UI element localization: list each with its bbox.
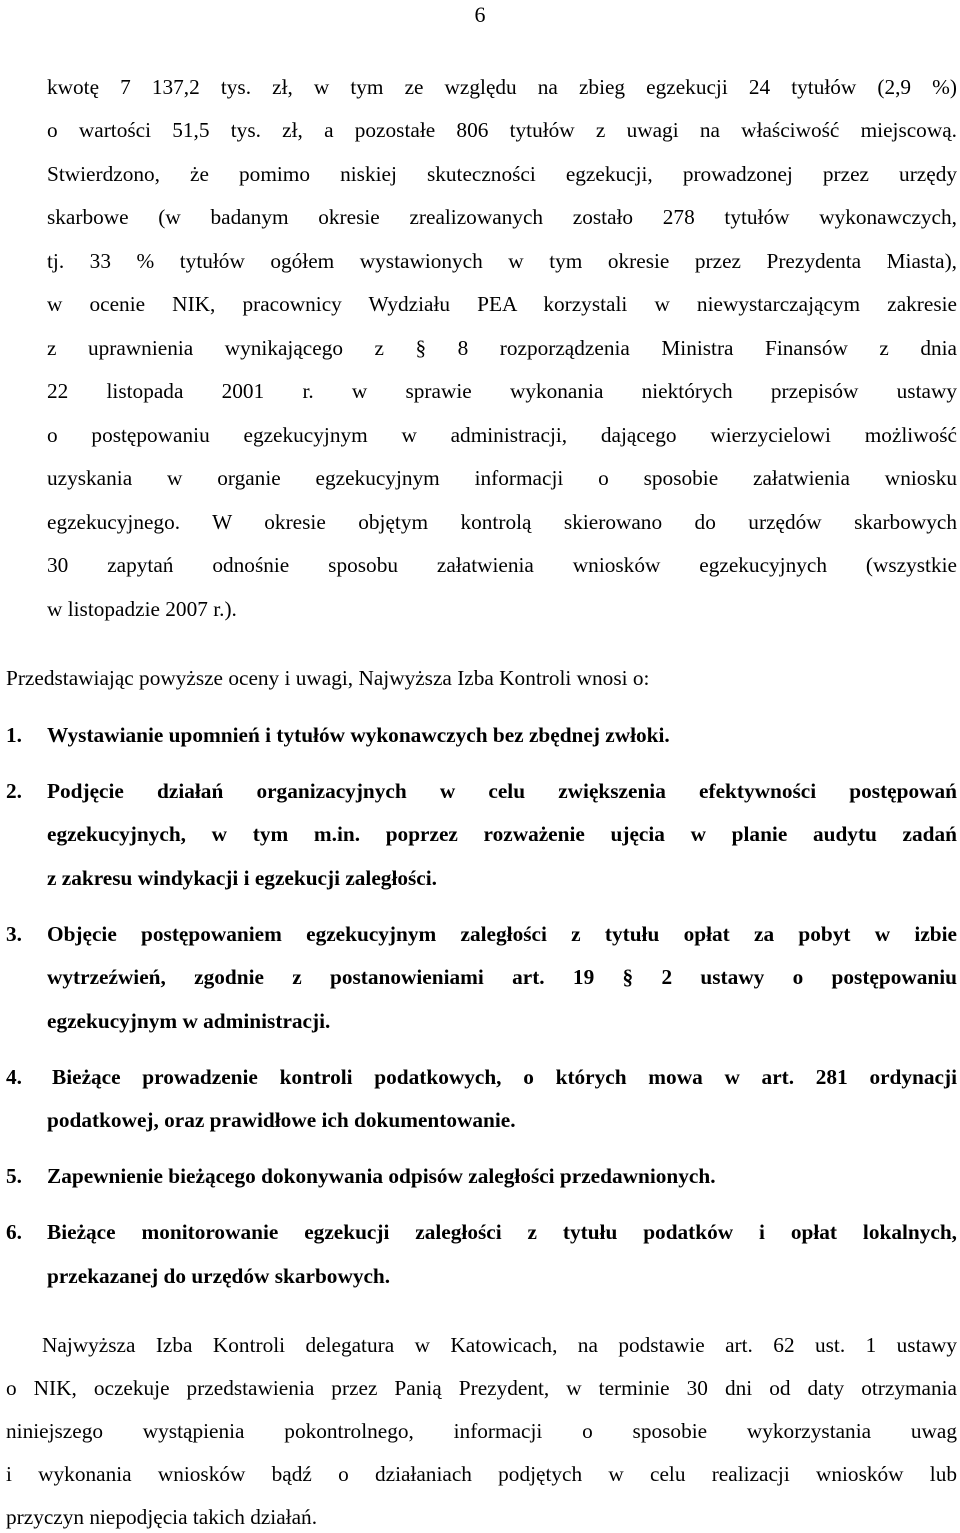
item-line: z zakresu windykacji i egzekucji zaległości. [47, 866, 437, 890]
page-number: 6 [474, 2, 486, 27]
item-number: 5. [6, 1164, 22, 1188]
item-line: egzekucyjnym w administracji. [47, 1009, 331, 1033]
item-line: Bieżące prowadzenie kontroli podatkowych, o których mowa w art. 281 ordynacji [52, 1065, 957, 1089]
item-line: Podjęcie działań organizacyjnych w celu zwiększenia efektywności postępowań [47, 779, 957, 803]
paragraph-line: uzyskania w organie egzekucyjnym informacji o sposobie załatwienia wniosku [47, 466, 957, 490]
paragraph-line: w listopadzie 2007 r.). [47, 597, 237, 621]
paragraph-line: tj. 33 % tytułów ogółem wystawionych w tym okresie przez Prezydenta Miasta), [47, 249, 957, 273]
item-number: 2. [6, 779, 22, 803]
item-line: Objęcie postępowaniem egzekucyjnym zaległości z tytułu opłat za pobyt w izbie [47, 922, 957, 946]
item-number: 3. [6, 922, 22, 946]
item-line: Wystawianie upomnień i tytułów wykonawczych bez zbędnej zwłoki. [47, 723, 670, 747]
recommendations-intro: Przedstawiając powyższe oceny i uwagi, Najwyższa Izba Kontroli wnosi o: [6, 666, 650, 690]
item-number: 4. [6, 1065, 22, 1089]
paragraph-line: kwotę 7 137,2 tys. zł, w tym ze względu na zbieg egzekucji 24 tytułów (2,9 %) [47, 75, 957, 99]
paragraph-line: egzekucyjnego. W okresie objętym kontrolą skierowano do urzędów skarbowych [47, 510, 957, 534]
paragraph-line: w ocenie NIK, pracownicy Wydziału PEA korzystali w niewystarczającym zakresie [47, 292, 957, 316]
closing-line: Najwyższa Izba Kontroli delegatura w Katowicach, na podstawie art. 62 ust. 1 ustawy [42, 1333, 957, 1357]
item-line: podatkowej, oraz prawidłowe ich dokumentowanie. [47, 1108, 516, 1132]
item-number: 1. [6, 723, 22, 747]
closing-line: i wykonania wniosków bądź o działaniach podjętych w celu realizacji wniosków lub [6, 1462, 957, 1486]
item-line: przekazanej do urzędów skarbowych. [47, 1264, 391, 1288]
paragraph-line: o postępowaniu egzekucyjnym w administracji, dającego wierzycielowi możliwość [47, 423, 957, 447]
item-line: Zapewnienie bieżącego dokonywania odpisów zaległości przedawnionych. [47, 1164, 716, 1188]
paragraph-line: o wartości 51,5 tys. zł, a pozostałe 806 tytułów z uwagi na właściwość miejscową. [47, 118, 957, 142]
item-line: Bieżące monitorowanie egzekucji zaległości z tytułu podatków i opłat lokalnych, [47, 1220, 957, 1244]
item-line: wytrzeźwień, zgodnie z postanowieniami art. 19 § 2 ustawy o postępowaniu [47, 965, 957, 989]
paragraph-line: z uprawnienia wynikającego z § 8 rozporządzenia Ministra Finansów z dnia [47, 336, 957, 360]
closing-line: niniejszego wystąpienia pokontrolnego, informacji o sposobie wykorzystania uwag [6, 1419, 957, 1443]
paragraph-line: 22 listopada 2001 r. w sprawie wykonania niektórych przepisów ustawy [47, 379, 957, 403]
item-line: egzekucyjnych, w tym m.in. poprzez rozważenie ujęcia w planie audytu zadań [47, 822, 957, 846]
paragraph-line: 30 zapytań odnośnie sposobu załatwienia wniosków egzekucyjnych (wszystkie [47, 553, 957, 577]
paragraph-line: skarbowe (w badanym okresie zrealizowanych zostało 278 tytułów wykonawczych, [47, 205, 957, 229]
closing-line: o NIK, oczekuje przedstawienia przez Panią Prezydent, w terminie 30 dni od daty otrzymania [6, 1376, 957, 1400]
closing-line: przyczyn niepodjęcia takich działań. [6, 1505, 318, 1529]
item-number: 6. [6, 1220, 22, 1244]
paragraph-line: Stwierdzono, że pomimo niskiej skuteczności egzekucji, prowadzonej przez urzędy [47, 162, 957, 186]
